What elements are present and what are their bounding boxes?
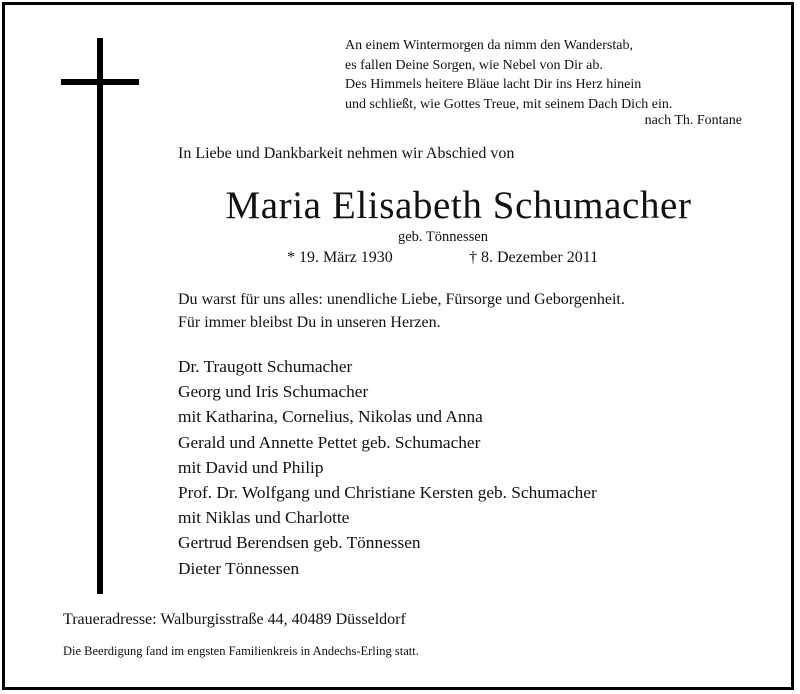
mourners-list	[178, 354, 597, 581]
funeral-note: Die Beerdigung fand im engsten Familienkreis in Andechs-Erling statt.	[63, 644, 419, 658]
tribute-line: Für immer bleibst Du in unseren Herzen.	[178, 314, 441, 331]
mourning-address: Traueradresse: Walburgisstraße 44, 40489 Düsseldorf	[63, 611, 406, 628]
mourner-line: Gertrud Berendsen geb. Tönnessen	[178, 533, 421, 553]
deceased-name: Maria Elisabeth Schumacher	[225, 184, 692, 227]
poem-line: es fallen Deine Sorgen, wie Nebel von Dir ab.	[345, 57, 603, 73]
intro-text: In Liebe und Dankbarkeit nehmen wir Abschied von	[178, 145, 515, 162]
cross-icon-bar	[61, 79, 139, 85]
cross-icon	[97, 38, 103, 594]
mourner-line: Gerald und Annette Pettet geb. Schumacher	[178, 432, 481, 452]
mourner-line: Georg und Iris Schumacher	[178, 382, 369, 402]
poem-author: nach Th. Fontane	[644, 113, 742, 128]
tribute-line: Du warst für uns alles: unendliche Liebe, Fürsorge und Geborgenheit.	[178, 291, 625, 308]
poem-line: Des Himmels heitere Bläue lacht Dir ins Herz hinein	[345, 77, 642, 92]
maiden-name: geb. Tönnessen	[398, 229, 488, 245]
mourner-line: Prof. Dr. Wolfgang und Christiane Kersten geb. Schumacher	[178, 483, 597, 503]
poem	[345, 36, 672, 114]
poem-line: und schließt, wie Gottes Treue, mit seinem Dach Dich ein.	[345, 96, 673, 112]
birth-date: * 19. März 1930	[287, 249, 393, 266]
poem-line: An einem Wintermorgen da nimm den Wanderstab,	[345, 38, 633, 53]
tribute-text	[178, 288, 625, 334]
mourner-line: Dr. Traugott Schumacher	[178, 357, 353, 376]
mourner-line: mit David und Philip	[178, 457, 324, 477]
mourner-line: mit Niklas und Charlotte	[178, 508, 350, 528]
death-date: † 8. Dezember 2011	[469, 249, 599, 266]
mourner-line: mit Katharina, Cornelius, Nikolas und Anna	[178, 407, 483, 427]
mourner-line: Dieter Tönnessen	[178, 558, 300, 578]
